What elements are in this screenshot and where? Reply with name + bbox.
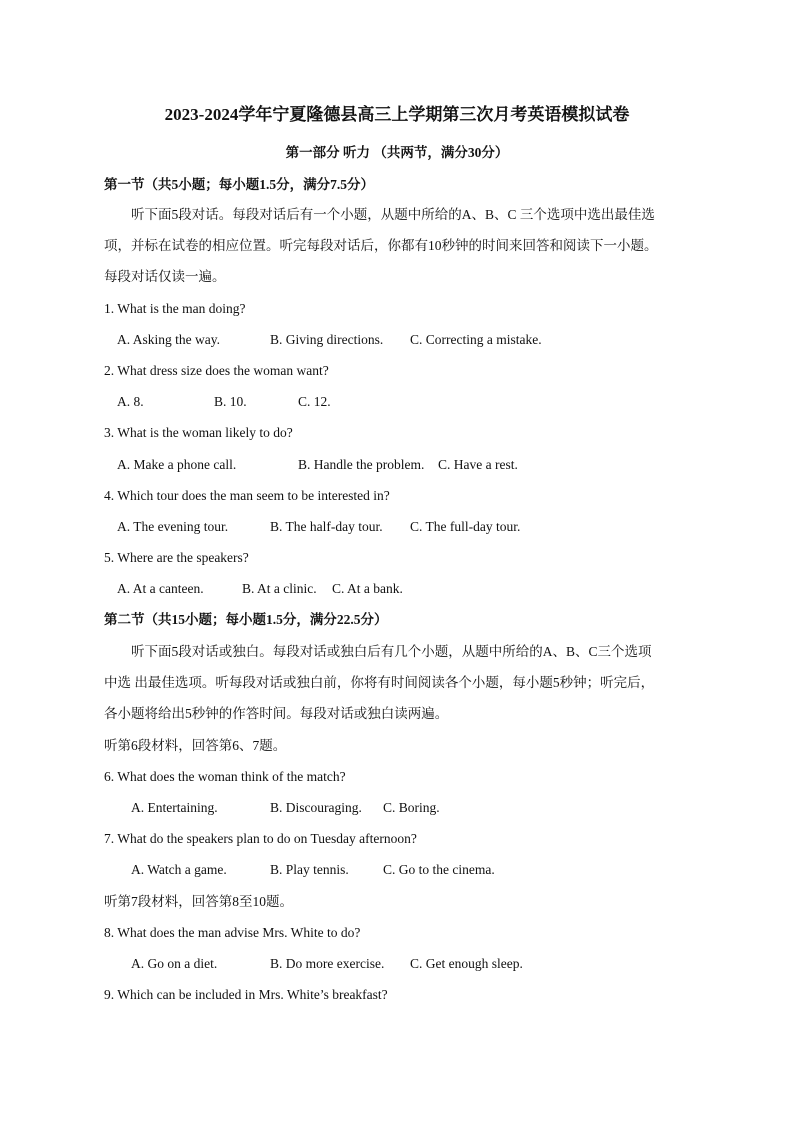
- question-1-option-a: A. Asking the way.: [117, 332, 220, 347]
- question-8-option-b: B. Do more exercise.: [270, 956, 385, 971]
- question-3-option-b: B. Handle the problem.: [298, 457, 425, 472]
- part-one-heading: 第一部分 听力 （共两节，满分30分）: [285, 145, 509, 160]
- section-two-instruction-line-3: 各小题将给出5秒钟的作答时间。每段对话或独白读两遍。: [104, 706, 449, 721]
- question-3: 3. What is the woman likely to do?: [104, 425, 293, 440]
- question-3-option-c: C. Have a rest.: [438, 457, 518, 472]
- question-7: 7. What do the speakers plan to do on Tuesday afternoon?: [104, 831, 417, 846]
- question-7-option-b: B. Play tennis.: [270, 862, 349, 877]
- section-one-heading: 第一节（共5小题；每小题1.5分，满分7.5分）: [104, 177, 374, 192]
- material-6-heading: 听第6段材料，回答第6、7题。: [104, 738, 287, 753]
- question-6: 6. What does the woman think of the match?: [104, 769, 346, 784]
- question-1-option-c: C. Correcting a mistake.: [410, 332, 542, 347]
- question-8-option-a: A. Go on a diet.: [131, 956, 218, 971]
- question-5-option-b: B. At a clinic.: [242, 581, 317, 596]
- section-two-heading: 第二节（共15小题；每小题1.5分，满分22.5分）: [104, 612, 388, 627]
- section-one-instruction-line-3: 每段对话仅读一遍。: [104, 269, 226, 284]
- section-two-instruction-line-1: 听下面5段对话或独白。每段对话或独白后有几个小题，从题中所给的A、B、C三个选项: [131, 644, 652, 659]
- question-4-option-a: A. The evening tour.: [117, 519, 229, 534]
- question-7-option-a: A. Watch a game.: [131, 862, 227, 877]
- question-4-option-b: B. The half-day tour.: [270, 519, 383, 534]
- question-5-option-a: A. At a canteen.: [117, 581, 204, 596]
- question-2-option-c: C. 12.: [298, 394, 331, 409]
- section-two-instruction-line-2: 中选 出最佳选项。听每段对话或独白前，你将有时间阅读各个小题，每小题5秒钟；听完后，: [104, 675, 655, 690]
- question-2-option-b: B. 10.: [214, 394, 247, 409]
- question-4-option-c: C. The full-day tour.: [410, 519, 521, 534]
- question-3-option-a: A. Make a phone call.: [117, 457, 237, 472]
- section-one-instruction-line-2: 项，并标在试卷的相应位置。听完每段对话后，你都有10秒钟的时间来回答和阅读下一小题。: [104, 238, 658, 253]
- exam-title: 2023-2024学年宁夏隆德县高三上学期第三次月考英语模拟试卷: [164, 105, 630, 124]
- question-9: 9. Which can be included in Mrs. White’s breakfast?: [104, 987, 388, 1002]
- question-8-option-c: C. Get enough sleep.: [410, 956, 523, 971]
- material-7-heading: 听第7段材料，回答第8至10题。: [104, 894, 293, 909]
- section-one-instruction-line-1: 听下面5段对话。每段对话后有一个小题，从题中所给的A、B、C 三个选项中选出最佳选: [131, 207, 655, 222]
- question-7-option-c: C. Go to the cinema.: [383, 862, 495, 877]
- question-2: 2. What dress size does the woman want?: [104, 363, 329, 378]
- question-6-option-a: A. Entertaining.: [131, 800, 218, 815]
- question-4: 4. Which tour does the man seem to be interested in?: [104, 488, 390, 503]
- question-6-option-c: C. Boring.: [383, 800, 440, 815]
- question-2-option-a: A. 8.: [117, 394, 144, 409]
- question-1: 1. What is the man doing?: [104, 301, 246, 316]
- question-6-option-b: B. Discouraging.: [270, 800, 362, 815]
- question-8: 8. What does the man advise Mrs. White to do?: [104, 925, 361, 940]
- question-5: 5. Where are the speakers?: [104, 550, 249, 565]
- question-1-option-b: B. Giving directions.: [270, 332, 384, 347]
- question-5-option-c: C. At a bank.: [332, 581, 403, 596]
